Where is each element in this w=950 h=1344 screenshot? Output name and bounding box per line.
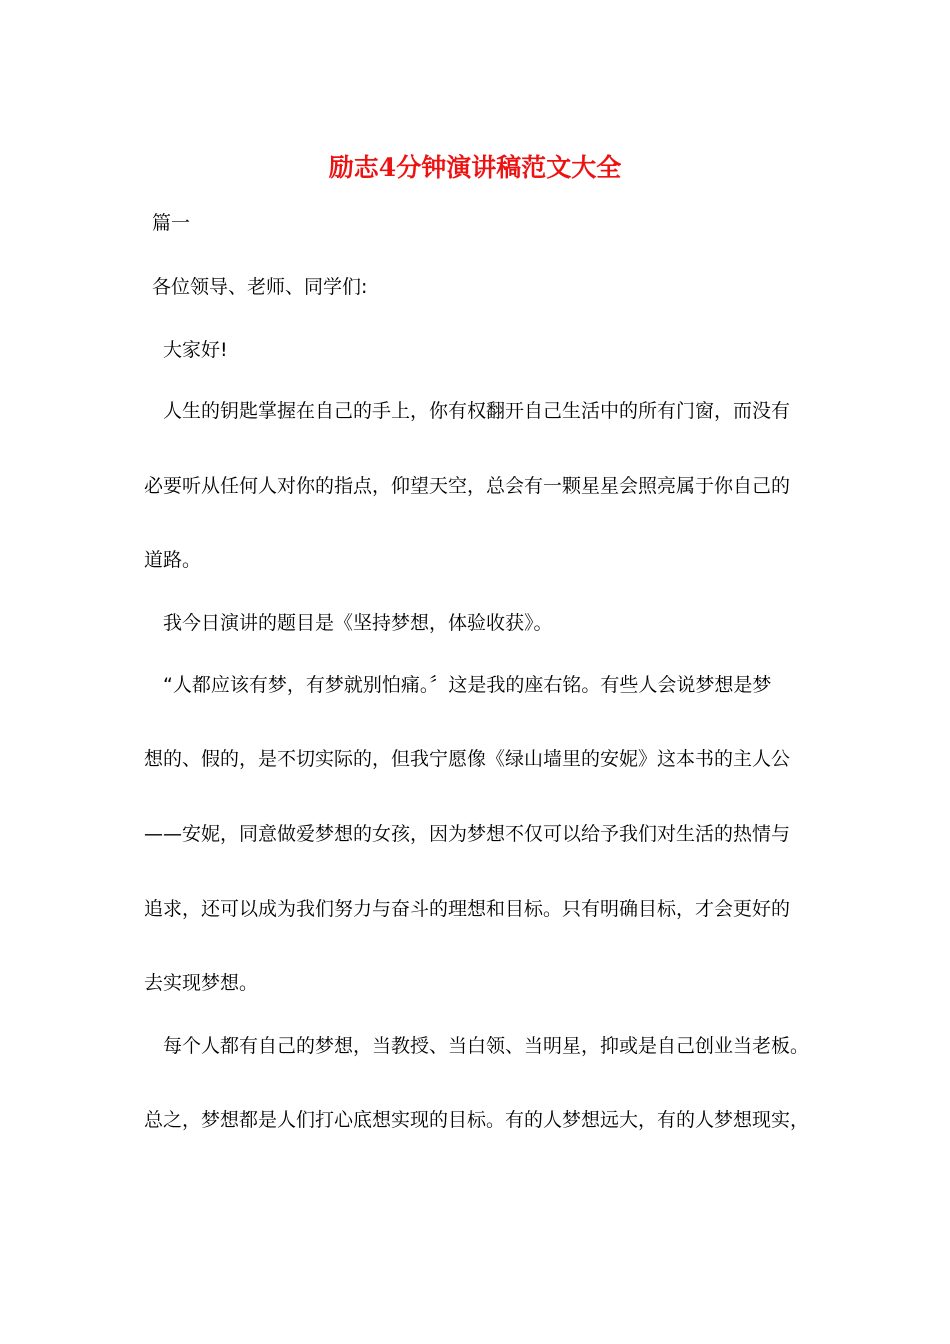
paragraph-line: 人生的钥匙掌握在自己的手上，你有权翻开自己生活中的所有门窗，而没有	[163, 400, 791, 422]
document-title: 励志4分钟演讲稿范文大全	[328, 153, 622, 182]
paragraph-line: 去实现梦想。	[144, 972, 259, 994]
paragraph-line: 追求，还可以成为我们努力与奋斗的理想和目标。只有明确目标，才会更好的	[144, 898, 791, 920]
section-heading: 篇一	[152, 212, 191, 234]
paragraph-line: 必要听从任何人对你的指点，仰望天空，总会有一颗星星会照亮属于你自己的	[144, 475, 791, 497]
paragraph-line: 每个人都有自己的梦想，当教授、当白领、当明星，抑或是自己创业当老板。	[163, 1035, 810, 1057]
paragraph-line: 想的、假的，是不切实际的，但我宁愿像《绿山墙里的安妮》这本书的主人公	[144, 748, 791, 770]
paragraph-line: “人都应该有梦，有梦就别怕痛。〞这是我的座右铭。有些人会说梦想是梦	[163, 674, 772, 696]
salutation: 各位领导、老师、同学们:	[152, 276, 368, 298]
paragraph-line: 我今日演讲的题目是《坚持梦想，体验收获》。	[163, 612, 553, 634]
greeting: 大家好!	[163, 339, 228, 361]
paragraph-line: 总之，梦想都是人们打心底想实现的目标。有的人梦想远大，有的人梦想现实，	[144, 1109, 810, 1131]
paragraph-line: 道路。	[144, 549, 202, 571]
paragraph-line: ——安妮，同意做爱梦想的女孩，因为梦想不仅可以给予我们对生活的热情与	[144, 823, 791, 845]
